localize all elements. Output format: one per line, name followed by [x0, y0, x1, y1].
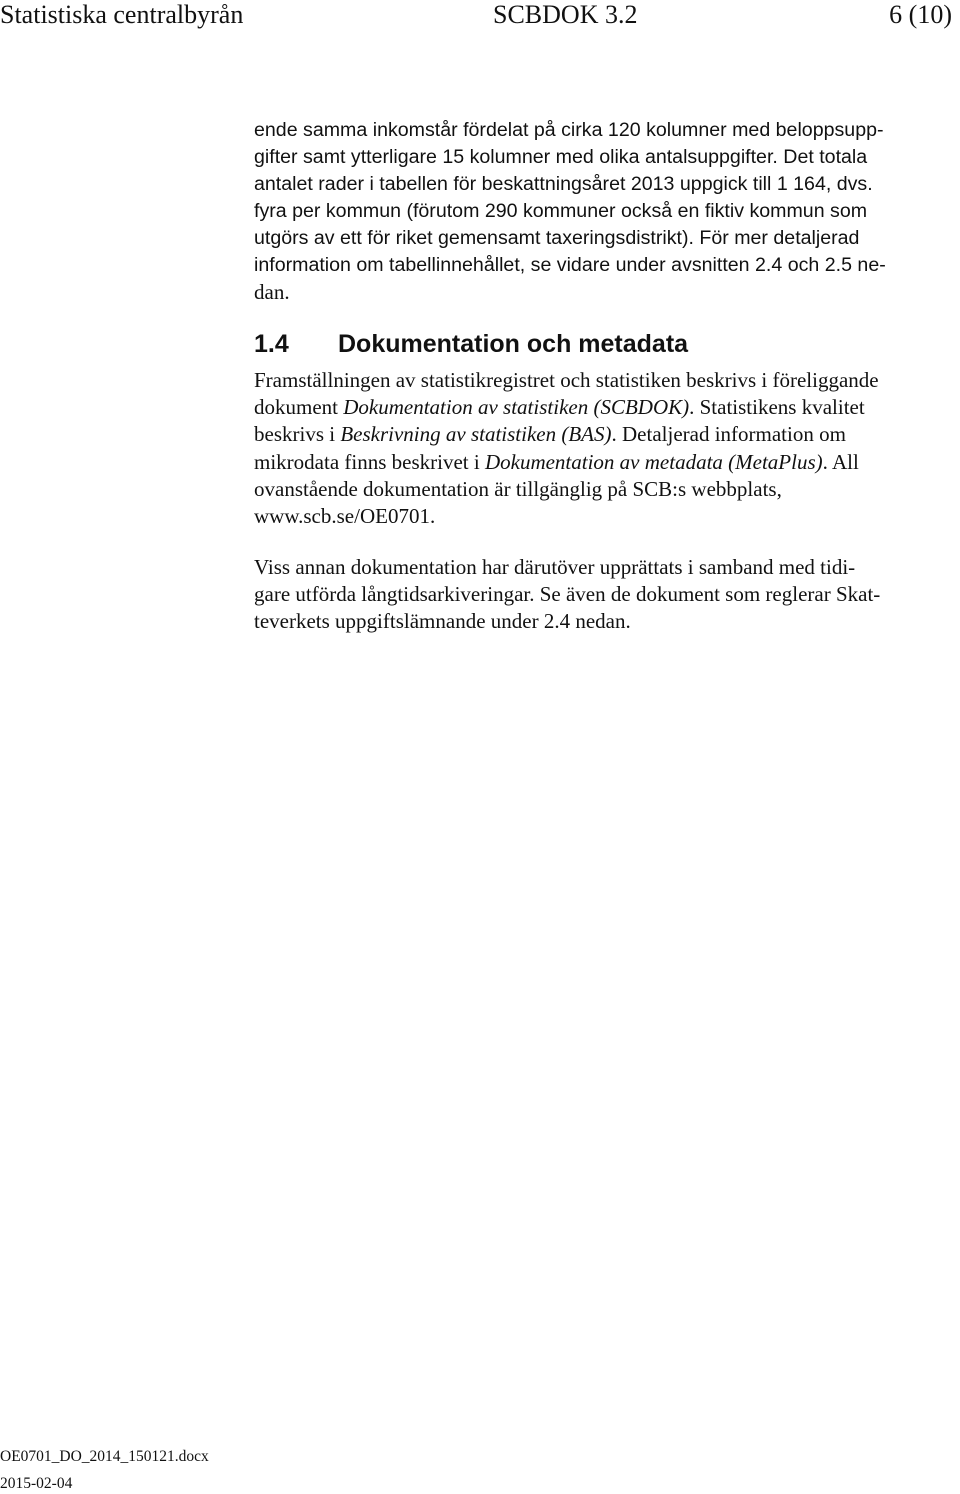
document-title-scbdok: Dokumentation av statistiken (SCBDOK)	[343, 395, 690, 420]
text-line: gifter samt ytterligare 15 kolumner med olika antalsuppgifter. Det totala	[254, 146, 868, 168]
paragraph-other-documentation	[254, 554, 954, 636]
footer-filename: OE0701_DO_2014_150121.docx	[0, 1448, 209, 1465]
document-title-bas: Beskrivning av statistiken (BAS)	[340, 422, 612, 447]
text-line: ende samma inkomstår fördelat på cirka 120 kolumner med beloppsupp-	[254, 119, 884, 141]
text-line: fyra per kommun (förutom 290 kommuner också en fiktiv kommun som	[254, 200, 868, 222]
text-line: information om tabellinnehållet, se vidare under avsnitten 2.4 och 2.5 ne-	[254, 254, 886, 276]
section-title: Dokumentation och metadata	[338, 330, 689, 358]
text-line: ovanstående dokumentation är tillgänglig på SCB:s webbplats,	[254, 476, 782, 501]
text-line: Framställningen av statistikregistret och statistiken beskrivs i föreliggande	[254, 368, 879, 392]
text-line: antalet rader i tabellen för beskattningsåret 2013 uppgick till 1 164, dvs.	[254, 173, 873, 195]
footer-date: 2015-02-04	[0, 1475, 73, 1492]
section-heading	[254, 328, 688, 360]
page-indicator: 6 (10)	[889, 0, 952, 29]
text-line: teverkets uppgiftslämnande under 2.4 nedan.	[254, 609, 631, 634]
text-fragment: . Detaljerad information om	[611, 422, 846, 447]
text-fragment: . Statistikens kvalitet	[689, 395, 865, 420]
document-code: SCBDOK 3.2	[493, 0, 638, 29]
section-number: 1.4	[254, 330, 289, 358]
document-title-metaplus: Dokumentation av metadata (MetaPlus)	[484, 449, 823, 474]
paragraph-table-description	[254, 117, 954, 306]
text-line: Viss annan dokumentation har därutöver upprättats i samband med tidi-	[254, 555, 856, 579]
text-line	[254, 449, 954, 476]
text-line: gare utförda långtidsarkiveringar. Se även de dokument som reglerar Skat-	[254, 582, 881, 607]
text-fragment: . All	[822, 449, 859, 474]
page-header	[0, 0, 960, 34]
text-fragment: mikrodata finns beskrivet i	[254, 449, 485, 474]
text-fragment: beskrivs i	[254, 422, 341, 447]
text-line: dan.	[254, 280, 290, 304]
text-line	[254, 421, 954, 448]
website-url: www.scb.se/OE0701.	[254, 504, 436, 529]
text-fragment: dokument	[254, 395, 344, 420]
paragraph-documentation	[254, 367, 954, 530]
text-line: utgörs av ett för riket gemensamt taxeringsdistrikt). För mer detaljerad	[254, 227, 860, 249]
text-line	[254, 394, 954, 421]
organization-name: Statistiska centralbyrån	[0, 0, 244, 29]
